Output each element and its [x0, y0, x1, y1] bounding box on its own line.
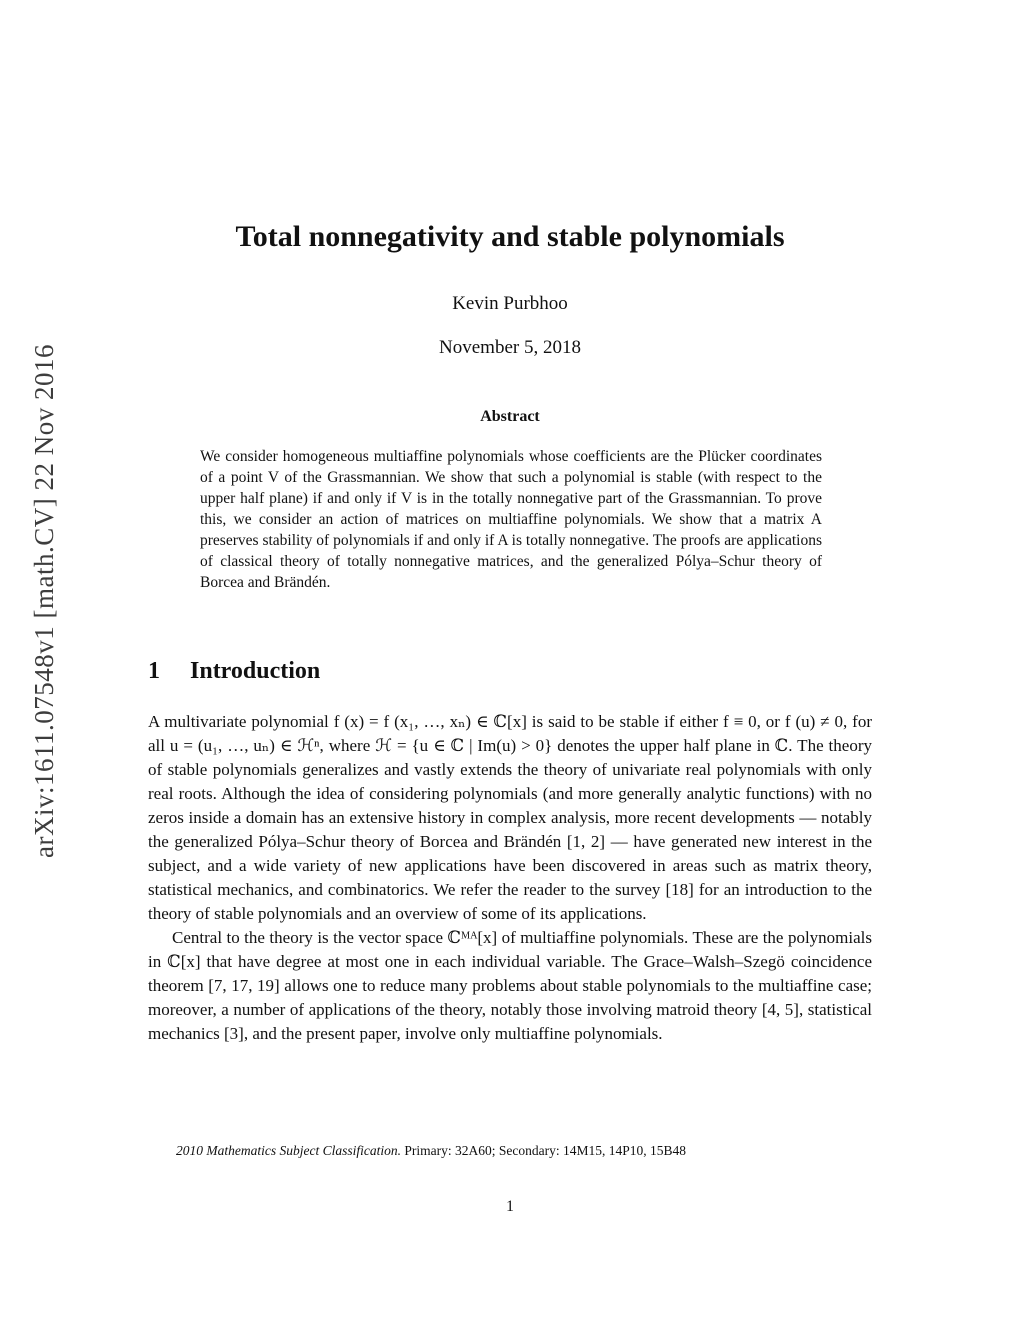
section-number: 1	[148, 658, 160, 684]
arxiv-stamp: arXiv:1611.07548v1 [math.CV] 22 Nov 2016	[29, 344, 59, 858]
section-heading	[148, 658, 320, 685]
section-title: Introduction	[190, 658, 321, 684]
footnote-classification: 2010 Mathematics Subject Classification.	[176, 1143, 401, 1158]
footnote-codes: Primary: 32A60; Secondary: 14M15, 14P10, 15B48	[400, 1143, 686, 1158]
page-number: 1	[506, 1198, 514, 1215]
paper-title: Total nonnegativity and stable polynomials	[235, 220, 785, 253]
introduction-body	[148, 710, 872, 1046]
paper-date: November 5, 2018	[439, 337, 581, 358]
author-name: Kevin Purbhoo	[452, 293, 568, 314]
footnote	[148, 1142, 872, 1160]
abstract-text: We consider homogeneous multiaffine polynomials whose coefficients are the Plücker coordinates of a point V of the Grassmannian. We show that such a polynomial is stable (with respect to the upper half plane) if and only if V is in the totally nonnegative part of the Grassmannian. To prove this, we consider an action of matrices on multiaffine polynomials. We show that a matrix A preserves stability of polynomials if and only if A is totally nonnegative. The proofs are applications of classical theory of totally nonnegative matrices, and the generalized Pólya–Schur theory of Borcea and Brändén.	[200, 448, 822, 591]
paragraph: Central to the theory is the vector space ℂᴹᴬ[x] of multiaffine polynomials. These are the polynomials in ℂ[x] that have degree at most one in each individual variable. The Grace–Walsh–Szegö coincidence theorem [7, 17, 19] allows one to reduce many problems about stable polynomials to the multiaffine case; moreover, a number of applications of the theory, notably those involving matroid theory [4, 5], statistical mechanics [3], and the present paper, involve only multiaffine polynomials.	[148, 928, 872, 1043]
abstract-heading: Abstract	[480, 408, 540, 425]
paragraph: A multivariate polynomial f (x) = f (x₁, …, xₙ) ∈ ℂ[x] is said to be stable if either f ≡ 0, or f (u) ≠ 0, for all u = (u₁, …, uₙ) ∈ ℋⁿ, where ℋ = {u ∈ ℂ | Im(u) > 0} denotes the upper half plane in ℂ. The theory of stable polynomials generalizes and vastly extends the theory of univariate real polynomials with only real roots. Although the idea of considering polynomials (and more generally analytic functions) with no zeros inside a domain has an extensive history in complex analysis, more recent developments — notably the generalized Pólya–Schur theory of Borcea and Brändén [1, 2] — have generated new interest in the subject, and a wide variety of new applications have been discovered in areas such as matrix theory, statistical mechanics, and combinatorics. We refer the reader to the survey [18] for an introduction to the theory of stable polynomials and an overview of some of its applications.	[148, 712, 872, 923]
